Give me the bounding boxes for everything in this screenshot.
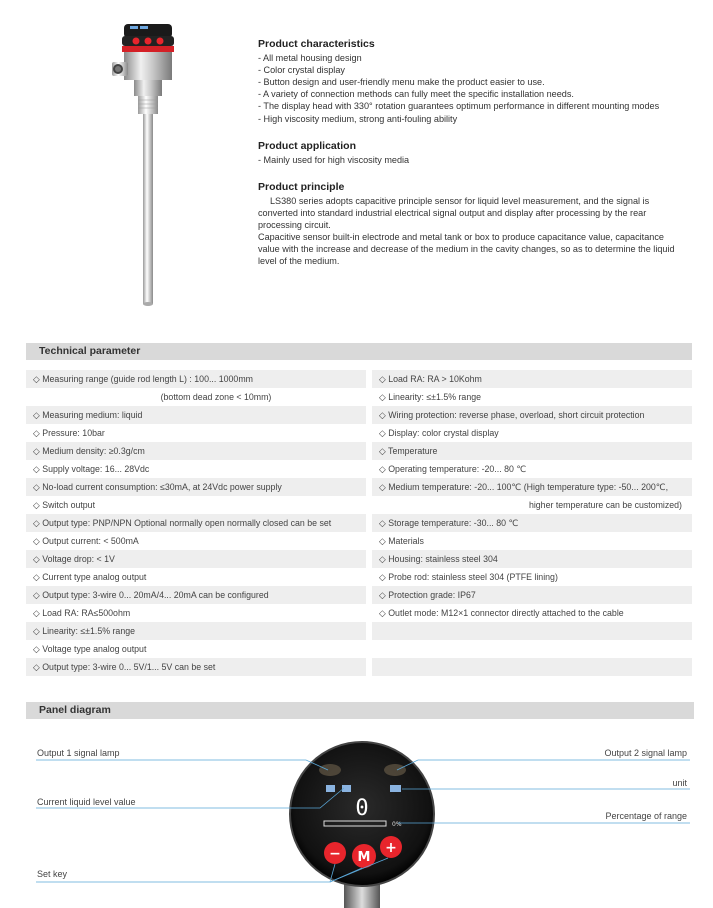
- output-2-label: Output 2 signal lamp: [604, 748, 687, 758]
- panel-diagram-header: Panel diagram: [26, 702, 694, 719]
- tech-row: ◇ Measuring medium: liquid: [26, 406, 366, 424]
- principle-para-1: LS380 series adopts capacitive principle sensor for liquid level measurement, and the signal is converted into standard industrial electrical signal output and display after processing by the rear processing circuit.: [258, 195, 650, 231]
- tech-row: [372, 622, 692, 640]
- characteristic-item: - All metal housing design: [258, 53, 362, 64]
- tech-row: ◇ Voltage type analog output: [33, 644, 147, 654]
- level-digit: 0: [355, 796, 369, 821]
- set-key-label: Set key: [37, 869, 68, 879]
- tech-row: higher temperature can be customized): [528, 500, 682, 510]
- output-1-lamp: [319, 764, 341, 776]
- tech-row: ◇ Output type: PNP/NPN Optional normally open normally closed can be set: [26, 514, 366, 532]
- minus-key-label: −: [329, 846, 341, 862]
- tech-row: ◇ Housing: stainless steel 304: [372, 550, 692, 568]
- product-image: [110, 20, 200, 310]
- tech-row: ◇ Materials: [379, 536, 424, 546]
- tech-row: ◇ Outlet mode: M12×1 connector directly attached to the cable: [379, 608, 624, 618]
- current-level-label: Current liquid level value: [37, 797, 136, 807]
- percentage-label: Percentage of range: [605, 811, 687, 821]
- tech-row: ◇ Storage temperature: -30... 80 ℃: [372, 514, 692, 532]
- output-1-indicator: [326, 785, 335, 792]
- unit-indicator: [390, 785, 401, 792]
- characteristic-item: - The display head with 330° rotation guarantees optimum performance in different mounting modes: [258, 101, 660, 112]
- tech-row: ◇ Output type: 3-wire 0... 5V/1... 5V can be set: [26, 658, 366, 676]
- tech-row: ◇ Output type: 3-wire 0... 20mA/4... 20mA can be configured: [26, 586, 366, 604]
- tech-row: ◇ Operating temperature: -20... 80 ℃: [379, 464, 527, 474]
- m-key-label: M: [357, 850, 371, 865]
- tech-right-column: [372, 370, 692, 676]
- characteristics-section: [258, 38, 688, 125]
- tech-row: ◇ Current type analog output: [33, 572, 147, 582]
- tech-row: [372, 658, 692, 676]
- tech-row: ◇ Pressure: 10bar: [33, 428, 105, 438]
- application-title: Product application: [258, 139, 357, 152]
- range-percent: 0%: [392, 821, 402, 828]
- tech-row: (bottom dead zone < 10mm): [160, 392, 272, 402]
- tech-row: ◇ Linearity: ≤±1.5% range: [379, 392, 481, 402]
- characteristic-item: - High viscosity medium, strong anti-fouling ability: [258, 113, 458, 124]
- output-1-label: Output 1 signal lamp: [37, 748, 120, 758]
- principle-title: Product principle: [258, 180, 345, 193]
- plus-key-label: +: [385, 840, 397, 856]
- tech-row: ◇ Protection grade: IP67: [372, 586, 692, 604]
- tech-row: ◇ Temperature: [372, 442, 692, 460]
- tech-row: ◇ Medium temperature: -20... 100℃ (High temperature type: -50... 200℃,: [372, 478, 692, 496]
- panel-diagram: [0, 730, 713, 908]
- tech-row: ◇ Load RA: RA > 10Kohm: [372, 370, 692, 388]
- application-item: - Mainly used for high viscosity media: [258, 154, 410, 165]
- tech-row: ◇ Supply voltage: 16... 28Vdc: [33, 464, 150, 474]
- characteristic-item: - Button design and user-friendly menu make the product easier to use.: [258, 77, 545, 88]
- characteristic-item: - Color crystal display: [258, 65, 345, 76]
- unit-label: unit: [672, 778, 687, 788]
- tech-row: ◇ No-load current consumption: ≤30mA, at 24Vdc power supply: [26, 478, 366, 496]
- output-2-lamp: [384, 764, 406, 776]
- product-info: [258, 38, 688, 283]
- tech-row: ◇ Load RA: RA≤500ohm: [33, 608, 131, 618]
- minus-key[interactable]: [324, 842, 346, 864]
- principle-section: [258, 181, 688, 268]
- tech-row: ◇ Switch output: [33, 500, 96, 510]
- technical-parameter-header: Technical parameter: [26, 343, 692, 360]
- plus-key[interactable]: [380, 836, 402, 858]
- characteristics-title: Product characteristics: [258, 38, 375, 50]
- application-section: [258, 140, 688, 166]
- tech-row: ◇ Linearity: ≤±1.5% range: [26, 622, 366, 640]
- tech-row: ◇ Output current: < 500mA: [33, 536, 139, 546]
- tech-row: [372, 640, 692, 658]
- tech-row: ◇ Voltage drop: < 1V: [26, 550, 366, 568]
- tech-row: ◇ Probe rod: stainless steel 304 (PTFE lining): [379, 572, 558, 582]
- tech-row: ◇ Wiring protection: reverse phase, overload, short circuit protection: [372, 406, 692, 424]
- tech-row: ◇ Medium density: ≥0.3g/cm: [26, 442, 366, 460]
- tech-row: ◇ Display: color crystal display: [379, 428, 499, 438]
- principle-para-2: Capacitive sensor built-in electrode and metal tank or box to produce capacitance value, capacitance value with the increase and decrease of the medium in the cavity changes, so as to determine the liquid level of the medium.: [258, 232, 675, 267]
- characteristic-item: - A variety of connection methods can fully meet the specific installation needs.: [258, 89, 574, 100]
- tech-left-column: [26, 370, 366, 676]
- tech-row: ◇ Measuring range (guide rod length L) : 100... 1000mm: [26, 370, 366, 388]
